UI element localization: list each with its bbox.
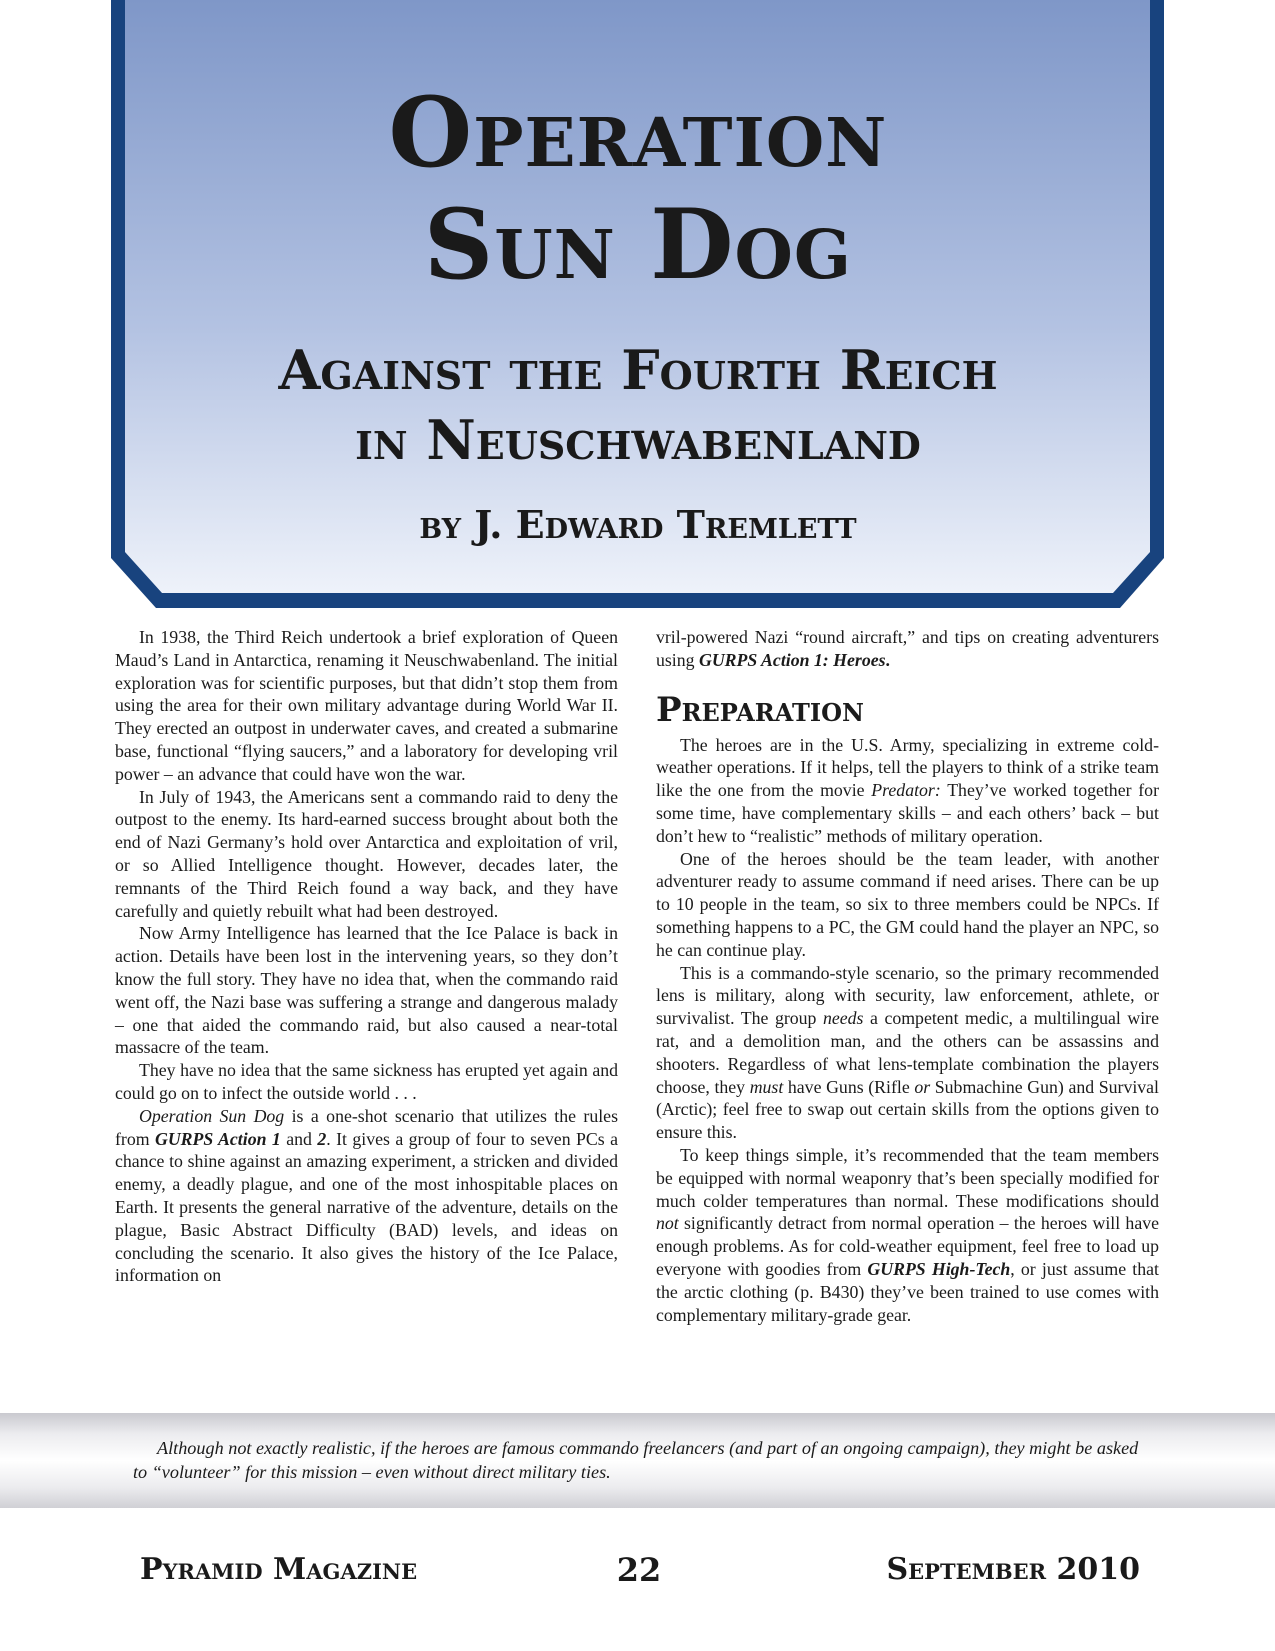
book-reference: GURPS High-Tech: [867, 1258, 1011, 1279]
footer-page-number: 22: [616, 1551, 662, 1589]
subtitle-line-2: in Neuschwabenland: [355, 408, 921, 472]
footer-magazine-name: Pyramid Magazine: [140, 1552, 418, 1587]
paragraph: To keep things simple, it’s recommended that the team members be equipped with normal weaponry that’s been specially modified for much colder temperatures than normal. These modifications should not significantly detract from normal operation – the heroes will have enough problems. As for cold-weather equipment, feel free to load up everyone with goodies from GURPS High-Tech, or just assume that the arctic clothing (p. B430) they’ve been trained to use comes with complementary military-grade gear.: [656, 1144, 1159, 1325]
sidebar-note: Although not exactly realistic, if the heroes are famous commando freelancers (and part of an ongoing campaign), they might be asked to “volunteer” for this mission – even without direct military ties.: [133, 1438, 1139, 1482]
paragraph: Operation Sun Dog is a one-shot scenario that utilizes the rules from GURPS Action 1 and 2. It gives a group of four to seven PCs a chance to shine against an amazing experiment, a stricken and divided enemy, a deadly plague, and one of the most inhospitable places on Earth. It presents the general narrative of the adventure, details on the plague, Basic Abstract Difficulty (BAD) levels, and ideas on concluding the scenario. It also gives the history of the Ice Palace, information on: [115, 1105, 619, 1286]
paragraph: This is a commando-style scenario, so the primary recommended lens is military, along with security, law enforcement, athlete, or survivalist. The group needs a competent medic, a multilingual wire rat, and a demolition man, and the others can be assassins and shooters. Regardless of what lens-template combination the players choose, they must have Guns (Rifle or Submachine Gun) and Survival (Arctic); feel free to swap out certain skills from the options given to ensure this.: [656, 962, 1160, 1143]
title-line-2: Sun Dog: [423, 188, 853, 301]
paragraph: In 1938, the Third Reich undertook a brief exploration of Queen Maud’s Land in Antarctica, renaming it Neuschwabenland. The initial exploration was for scientific purposes, but that didn’t stop them from using the area for their own military advantage during World War II. They erected an outpost in underwater caves, and created a submarine base, functional “flying saucers,” and a laboratory for developing vril power – an advance that could have won the war.: [115, 627, 618, 784]
paragraph-continued: vril-powered Nazi “round aircraft,” and tips on creating adventurers using GURPS Action 1: Heroes.: [656, 627, 1159, 670]
paragraph: They have no idea that the same sickness has erupted yet again and could go on to infect the outside world . . .: [115, 1060, 618, 1103]
byline: by J. Edward Tremlett: [419, 502, 857, 547]
scenario-title: Operation Sun Dog: [139, 1105, 285, 1126]
subtitle-line-1: Against the Fourth Reich: [278, 338, 998, 402]
title-line-1: Operation: [388, 76, 888, 189]
paragraph: In July of 1943, the Americans sent a commando raid to deny the outpost to the enemy. Its hard-earned success brought about both the end of Nazi Germany’s hold over Antarctica and exploitation of vril, or so Allied Intelligence thought. However, decades later, the remnants of the Third Reich found a way back, and they have carefully and quietly rebuilt what had been destroyed.: [115, 786, 618, 921]
footer-issue-date: September 2010: [886, 1552, 1140, 1587]
section-heading: Preparation: [656, 689, 864, 730]
left-column: [115, 626, 618, 1287]
book-reference: GURPS Action 1: [155, 1128, 281, 1149]
book-reference: 2: [317, 1128, 327, 1149]
paragraph: Now Army Intelligence has learned that the Ice Palace is back in action. Details have been lost in the intervening years, so they don’t know the full story. They have no idea that, when the commando raid went off, the Nazi base was suffering a strange and dangerous malady – one that aided the commando raid, but also caused a near-total massacre of the team.: [115, 923, 618, 1058]
right-column: [656, 626, 1159, 1326]
paragraph: One of the heroes should be the team leader, with another adventurer ready to assume command if need arises. There can be up to 10 people in the team, so six to three members could be NPCs. If something happens to a PC, the GM could hand the player an NPC, so he can continue play.: [656, 848, 1159, 960]
book-reference: GURPS Action 1: Heroes: [698, 649, 886, 670]
paragraph: The heroes are in the U.S. Army, specializing in extreme cold-weather operations. If it helps, tell the players to think of a strike team like the one from the movie Predator: They’ve worked together for some time, have complementary skills – and each others’ back – but don’t hew to “realistic” methods of military operation.: [656, 734, 1159, 846]
